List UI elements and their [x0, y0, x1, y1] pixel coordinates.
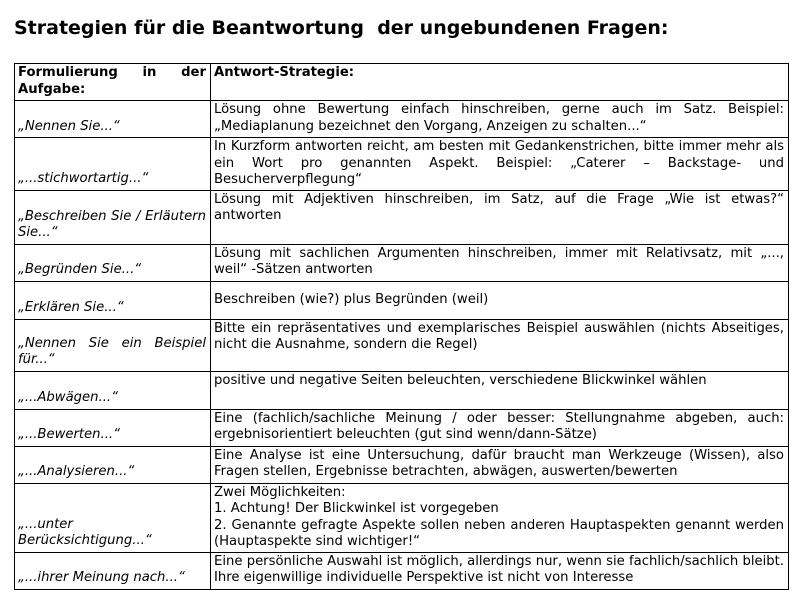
strategy-cell: Beschreiben (wie?) plus Begründen (weil) [211, 281, 789, 319]
table-row [15, 101, 789, 138]
table-row [15, 371, 789, 409]
strategy-cell: Bitte ein repräsentatives und exemplarisches Beispiel auswählen (nichts Abseitiges, nicht die Ausnahme, sondern die Regel) [211, 319, 789, 371]
page-title: Strategien für die Beantwortung der ungebundenen Fragen: [14, 17, 669, 39]
table-header-row [15, 64, 789, 101]
strategy-line: 2. Genannte gefragte Aspekte sollen neben anderen Hauptaspekten genannt werden (Hauptaspekte sind wichtiger!“ [214, 517, 784, 549]
table-row [15, 190, 789, 244]
strategy-line: Zwei Möglichkeiten: [214, 484, 346, 500]
table-row [15, 483, 789, 552]
strategy-cell: Eine Analyse ist eine Untersuchung, dafür braucht man Werkzeuge (Wissen), also Fragen stellen, Ergebnisse betrachten, abwägen, auswerten/bewerten [211, 446, 789, 483]
formulation-cell: „Beschreiben Sie / Erläutern Sie...“ [15, 190, 211, 244]
strategy-line: 1. Achtung! Der Blickwinkel ist vorgegeben [214, 501, 499, 516]
table-row [15, 409, 789, 446]
formulation-cell: „...Analysieren...“ [15, 446, 211, 483]
table-row [15, 446, 789, 483]
strategy-table [14, 63, 789, 590]
formulation-cell: „...Bewerten...“ [15, 409, 211, 446]
table-row [15, 138, 789, 191]
formulation-cell: „Begründen Sie...“ [15, 244, 211, 281]
table-row [15, 281, 789, 319]
formulation-cell: „Nennen Sie ein Beispiel für...“ [15, 319, 211, 371]
table-row [15, 319, 789, 371]
table-row [15, 244, 789, 281]
strategy-cell: Eine (fachlich/sachliche Meinung / oder besser: Stellungnahme abgeben, auch: ergebnisorientiert beleuchten (gut sind wenn/dann-Sätze) [211, 409, 789, 446]
formulation-cell: „...ihrer Meinung nach...“ [15, 552, 211, 589]
strategy-cell: In Kurzform antworten reicht, am besten mit Gedankenstrichen, bitte immer mehr als ein Wort pro genannten Aspekt. Beispiel: „Caterer – Backstage- und Besucherverpflegung“ [211, 138, 789, 191]
formulation-cell: „...Abwägen...“ [15, 371, 211, 409]
table-row [15, 552, 789, 589]
formulation-cell: „Nennen Sie...“ [15, 101, 211, 138]
strategy-cell: positive und negative Seiten beleuchten, verschiedene Blickwinkel wählen [211, 371, 789, 409]
formulation-cell: „...unter Berücksichtigung...“ [15, 483, 211, 552]
header-formulation: Formulierung in der Aufgabe: [15, 64, 211, 101]
strategy-cell: Lösung ohne Bewertung einfach hinschreiben, gerne auch im Satz. Beispiel: „Mediaplanung bezeichnet den Vorgang, Anzeigen zu schalten...“ [211, 101, 789, 138]
strategy-cell: Eine persönliche Auswahl ist möglich, allerdings nur, wenn sie fachlich/sachlich bleibt. Ihre eigenwillige individuelle Perspektive ist nicht von Interesse [211, 552, 789, 589]
strategy-cell: Lösung mit sachlichen Argumenten hinschreiben, immer mit Relativsatz, mit „..., weil“ -Sätzen antworten [211, 244, 789, 281]
strategy-cell [211, 483, 789, 552]
formulation-cell: „Erklären Sie...“ [15, 281, 211, 319]
formulation-cell: „...stichwortartig...“ [15, 138, 211, 191]
header-strategy: Antwort-Strategie: [211, 64, 789, 101]
strategy-cell: Lösung mit Adjektiven hinschreiben, im Satz, auf die Frage „Wie ist etwas?“ antworten [211, 190, 789, 244]
